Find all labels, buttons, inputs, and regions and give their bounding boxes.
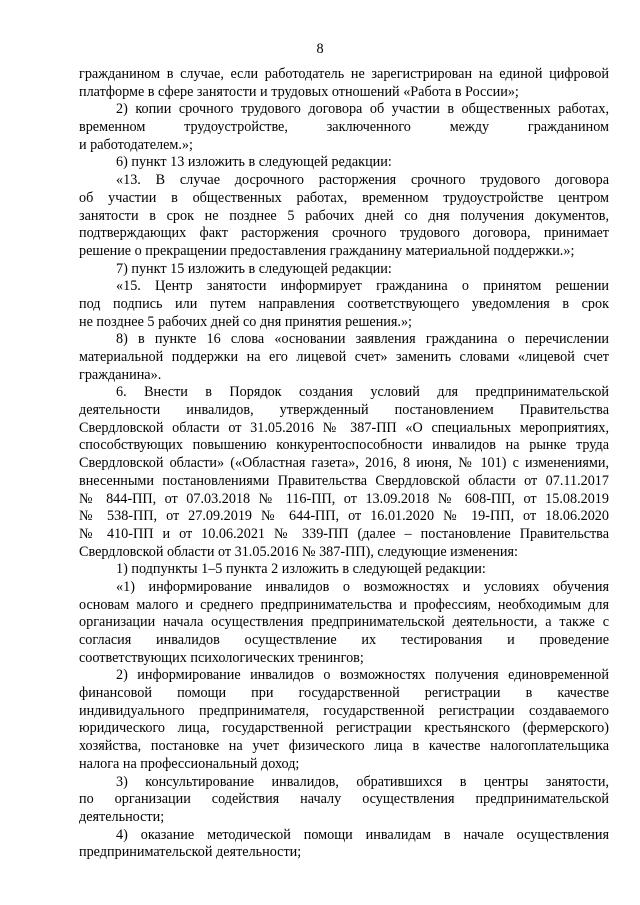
text-line: об участии в общественных работах, временном трудоустройстве центром	[79, 189, 609, 206]
text-line: не позднее 5 рабочих дней со дня принятия решения.»;	[79, 313, 413, 330]
text-line: № 410-ПП и от 10.06.2021 № 339-ПП (далее – постановление Правительства	[79, 525, 609, 542]
text-line: гражданином в случае, если работодатель не зарегистрирован на единой цифровой	[79, 66, 609, 82]
text-line: 8) в пункте 16 слова «основании заявления гражданина о перечислении	[116, 331, 609, 348]
text-line: предпринимательской деятельности;	[79, 844, 302, 861]
text-line: индивидуального предпринимателя, государственной регистрации создаваемого	[79, 702, 609, 719]
text-line: внесенными постановлениями Правительства Свердловской области от 07.11.2017	[79, 472, 609, 489]
text-line: налога на профессиональный доход;	[79, 755, 300, 772]
text-line: 6. Внести в Порядок создания условий для предпринимательской	[116, 384, 609, 401]
text-line: подтверждающих факт расторжения срочного трудового договора, принимает	[79, 225, 609, 242]
text-line: и работодателем.»;	[79, 136, 193, 153]
text-line: 1) подпункты 1–5 пункта 2 изложить в следующей редакции:	[116, 561, 486, 578]
text-line: 3) консультирование инвалидов, обратившихся в центры занятости,	[116, 773, 609, 790]
text-line: гражданина».	[79, 366, 162, 383]
text-line: основам малого и среднего предпринимательства и профессиям, необходимым для	[79, 596, 609, 613]
text-line: 2) информирование инвалидов о возможностях получения единовременной	[116, 667, 609, 684]
text-line: хозяйства, постановке на учет физического лица в качестве налогоплательщика	[79, 738, 609, 755]
text-line: финансовой помощи при государственной регистрации в качестве	[79, 685, 609, 702]
text-line: Свердловской области от 31.05.2016 № 387-ПП), следующие изменения:	[79, 543, 518, 560]
text-line: 2) копии срочного трудового договора об участии в общественных работах,	[116, 101, 609, 118]
text-line: «15. Центр занятости информирует гражданина о принятом решении	[116, 278, 609, 295]
text-line: под подпись или путем направления соответствующего уведомления в срок	[79, 295, 609, 312]
text-line: № 538-ПП, от 27.09.2019 № 644-ПП, от 16.01.2020 № 19-ПП, от 18.06.2020	[79, 508, 609, 525]
text-line: по организации содействия началу осуществления предпринимательской	[79, 791, 609, 808]
text-line: временном трудоустройстве, заключенного между гражданином	[79, 119, 609, 136]
text-line: «1) информирование инвалидов о возможностях и условиях обучения	[116, 578, 609, 595]
text-line: Свердловской области от 31.05.2016 № 387-ПП «О специальных мероприятиях,	[79, 419, 609, 436]
text-line: 7) пункт 15 изложить в следующей редакции:	[116, 260, 392, 277]
text-line: организации начала осуществления предпринимательской деятельности, а также с	[79, 614, 609, 631]
text-line: № 844-ПП, от 07.03.2018 № 116-ПП, от 13.09.2018 № 608-ПП, от 15.08.2019	[79, 490, 609, 507]
text-line: материальной поддержки на его лицевой счет» заменить словами «лицевой счет	[79, 349, 609, 365]
text-line: Свердловской области» («Областная газета», 2016, 8 июня, № 101) с изменениями,	[79, 455, 609, 472]
text-line: согласия инвалидов осуществление их тестирования и проведение	[79, 632, 609, 648]
text-line: деятельности;	[79, 808, 165, 825]
text-line: «13. В случае досрочного расторжения срочного трудового договора	[116, 172, 609, 189]
text-line: 6) пункт 13 изложить в следующей редакции:	[116, 154, 392, 171]
text-line: способствующих повышению конкурентоспособности инвалидов на рынке труда	[79, 437, 609, 454]
text-line: занятости в срок не позднее 5 рабочих дней со дня получения документов,	[79, 207, 609, 224]
page-number: 8	[316, 41, 324, 57]
text-line: соответствующих психологических тренингов;	[79, 649, 364, 666]
text-line: деятельности инвалидов, утвержденный постановлением Правительства	[79, 402, 609, 419]
text-line: 4) оказание методической помощи инвалидам в начале осуществления	[116, 826, 609, 843]
text-line: платформе в сфере занятости и трудовых отношений «Работа в России»;	[79, 83, 519, 100]
text-line: юридического лица, государственной регистрации крестьянского (фермерского)	[79, 720, 609, 737]
document-body	[79, 66, 609, 862]
text-line: решение о прекращении предоставления гражданину материальной поддержки.»;	[79, 242, 575, 259]
